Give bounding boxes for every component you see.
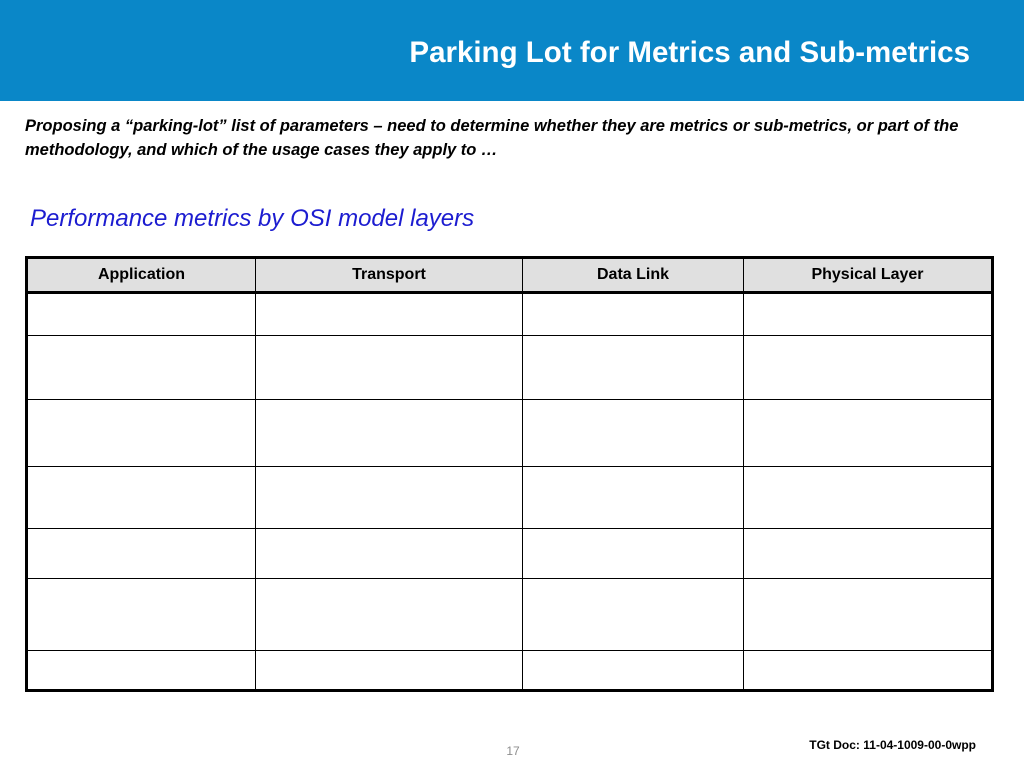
- section-heading: Performance metrics by OSI model layers: [30, 205, 475, 232]
- title-bar: [0, 0, 1024, 101]
- table-cell[interactable]: [744, 579, 993, 651]
- table-cell[interactable]: [256, 293, 523, 336]
- table-cell[interactable]: [27, 400, 256, 467]
- table-header-row: [27, 258, 993, 293]
- table-cell[interactable]: [523, 293, 744, 336]
- table-cell[interactable]: [27, 579, 256, 651]
- table-cell[interactable]: [256, 336, 523, 400]
- table-cell[interactable]: [744, 529, 993, 579]
- table-cell[interactable]: [523, 651, 744, 691]
- table-cell[interactable]: [256, 579, 523, 651]
- table-cell[interactable]: [523, 529, 744, 579]
- column-header-application: Application: [27, 258, 256, 293]
- table-row: [27, 336, 993, 400]
- table-row: [27, 529, 993, 579]
- column-header-data-link: Data Link: [523, 258, 744, 293]
- page-number: 17: [506, 744, 520, 758]
- table-cell[interactable]: [27, 529, 256, 579]
- table-cell[interactable]: [27, 336, 256, 400]
- osi-metrics-table: [25, 256, 994, 692]
- table-cell[interactable]: [744, 400, 993, 467]
- table-cell[interactable]: [523, 467, 744, 529]
- table-cell[interactable]: [256, 467, 523, 529]
- table-row: [27, 579, 993, 651]
- table-row: [27, 400, 993, 467]
- table-cell[interactable]: [27, 467, 256, 529]
- table-row: [27, 467, 993, 529]
- document-id: TGt Doc: 11-04-1009-00-0wpp: [809, 738, 976, 752]
- table-cell[interactable]: [27, 651, 256, 691]
- table-cell[interactable]: [256, 400, 523, 467]
- intro-paragraph: Proposing a “parking-lot” list of parameters – need to determine whether they are metrics or sub-metrics, or part of the methodology, and which of the usage cases they apply to …: [25, 117, 959, 159]
- table-cell[interactable]: [523, 400, 744, 467]
- column-header-transport: Transport: [256, 258, 523, 293]
- table-row: [27, 651, 993, 691]
- table-cell[interactable]: [744, 467, 993, 529]
- slide-title: Parking Lot for Metrics and Sub-metrics: [409, 36, 970, 69]
- table-cell[interactable]: [744, 336, 993, 400]
- table-cell[interactable]: [744, 293, 993, 336]
- table-row: [27, 293, 993, 336]
- table-cell[interactable]: [256, 529, 523, 579]
- table-cell[interactable]: [27, 293, 256, 336]
- column-header-physical-layer: Physical Layer: [744, 258, 993, 293]
- table-cell[interactable]: [744, 651, 993, 691]
- table-cell[interactable]: [523, 579, 744, 651]
- table-cell[interactable]: [523, 336, 744, 400]
- table-cell[interactable]: [256, 651, 523, 691]
